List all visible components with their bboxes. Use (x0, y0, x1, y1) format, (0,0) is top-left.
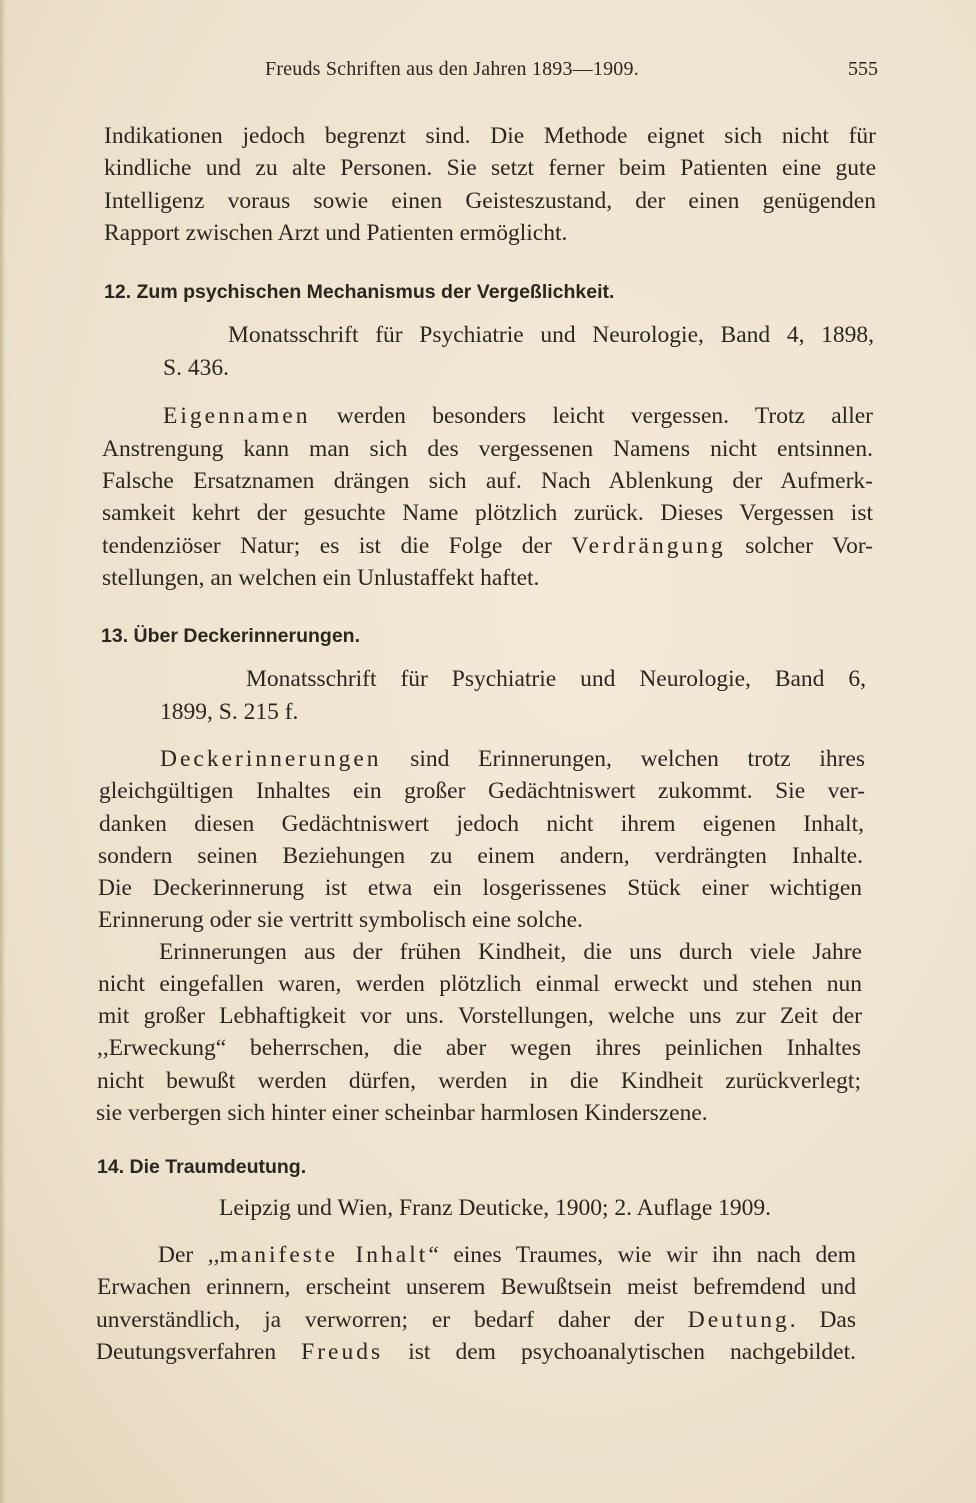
section-13-line-10: ,,Erweckung“ beherrschen, die aber wegen ihres peinlichen Inhaltes (97, 1035, 861, 1061)
section-13-line-7: Erinnerungen aus der frühen Kindheit, die uns durch viele Jahre (159, 939, 862, 965)
spaced-term: Eigennamen (163, 403, 311, 429)
text-span: unverständlich, ja verworren; er bedarf daher der (96, 1307, 688, 1333)
section-13-line-12: sie verbergen sich hinter einer scheinbar harmlosen Kinderszene. (96, 1100, 708, 1126)
text-span: tendenziöser Natur; es ist die Folge der (102, 533, 572, 559)
spaced-term: Verdrängung (571, 533, 726, 559)
page-edge-shadow (0, 0, 6, 1503)
section-12-heading: 12. Zum psychischen Mechanismus der Vergeßlichkeit. (104, 281, 615, 303)
text-span: ist dem psychoanalytischen nachgebildet. (383, 1339, 856, 1365)
text-span: “ eines Traumes, wie wir ihn nach dem (428, 1242, 856, 1268)
section-12-line-5 (102, 531, 873, 561)
spaced-term: manifeste Inhalt (219, 1242, 429, 1268)
text-span: sind Erinnerungen, welchen trotz ihres (381, 746, 865, 772)
section-14-heading: 14. Die Traumdeutung. (97, 1156, 307, 1178)
section-14-line-4 (96, 1337, 856, 1367)
section-13-line-3: danken diesen Gedächtniswert jedoch nicht ihrem eigenen Inhalt, (99, 811, 864, 837)
section-12-citation-line-2: S. 436. (163, 355, 229, 381)
section-13-citation-line-1: Monatsschrift für Psychiatrie und Neurologie, Band 6, (246, 666, 866, 692)
text-span: werden besonders leicht vergessen. Trotz aller (310, 403, 873, 429)
section-14-line-3 (96, 1305, 856, 1335)
text-span: . Das (789, 1307, 857, 1333)
intro-line-3: Intelligenz voraus sowie einen Geisteszustand, der einen genügenden (104, 188, 876, 214)
section-12-line-6: stellungen, an welchen ein Unlustaffekt haftet. (102, 565, 540, 591)
section-14-line-1 (158, 1240, 856, 1270)
section-14-citation: Leipzig und Wien, Franz Deuticke, 1900; 2. Auflage 1909. (219, 1195, 772, 1221)
section-13-line-9: mit großer Lebhaftigkeit vor uns. Vorstellungen, welche uns zur Zeit der (98, 1003, 862, 1029)
spaced-term: Freuds (301, 1339, 384, 1365)
section-13-line-11: nicht bewußt werden dürfen, werden in die Kindheit zurückverlegt; (97, 1068, 861, 1094)
text-span: Deutungsverfahren (96, 1339, 302, 1365)
intro-line-1: Indikationen jedoch begrenzt sind. Die Methode eignet sich nicht für (104, 123, 876, 149)
section-12-line-1 (163, 401, 873, 431)
spaced-term: Deutung (687, 1307, 790, 1333)
section-13-citation-line-2: 1899, S. 215 f. (160, 699, 299, 725)
page-number: 555 (848, 58, 878, 80)
text-span: Der ,, (158, 1242, 220, 1268)
spaced-term: Deckerinnerungen (160, 746, 382, 772)
section-13-line-4: sondern seinen Beziehungen zu einem andern, verdrängten Inhalte. (98, 843, 863, 869)
text-span: solcher Vor- (725, 533, 874, 559)
section-13-heading: 13. Über Deckerinnerungen. (101, 625, 361, 647)
section-12-citation-line-1: Monatsschrift für Psychiatrie und Neurologie, Band 4, 1898, (228, 322, 874, 348)
section-14-line-2: Erwachen erinnern, erscheint unserem Bewußtsein meist befremdend und (97, 1274, 856, 1300)
section-12-line-4: samkeit kehrt der gesuchte Name plötzlich zurück. Dieses Vergessen ist (102, 500, 873, 526)
section-13-line-1 (160, 744, 865, 774)
section-13-line-5: Die Deckerinnerung ist etwa ein losgerissenes Stück einer wichtigen (98, 875, 862, 901)
section-12-line-3: Falsche Ersatznamen drängen sich auf. Nach Ablenkung der Aufmerk- (102, 468, 873, 494)
section-13-line-8: nicht eingefallen waren, werden plötzlich einmal erweckt und stehen nun (98, 971, 862, 997)
intro-line-2: kindliche und zu alte Personen. Sie setzt ferner beim Patienten eine gute (104, 155, 876, 181)
section-13-line-2: gleichgültigen Inhaltes ein großer Gedächtniswert zukommt. Sie ver- (99, 778, 865, 804)
section-12-line-2: Anstrengung kann man sich des vergessenen Namens nicht entsinnen. (102, 436, 873, 462)
running-header: Freuds Schriften aus den Jahren 1893—1909. (265, 58, 639, 80)
intro-line-4: Rapport zwischen Arzt und Patienten ermöglicht. (104, 220, 568, 246)
section-13-line-6: Erinnerung oder sie vertritt symbolisch eine solche. (98, 907, 583, 933)
